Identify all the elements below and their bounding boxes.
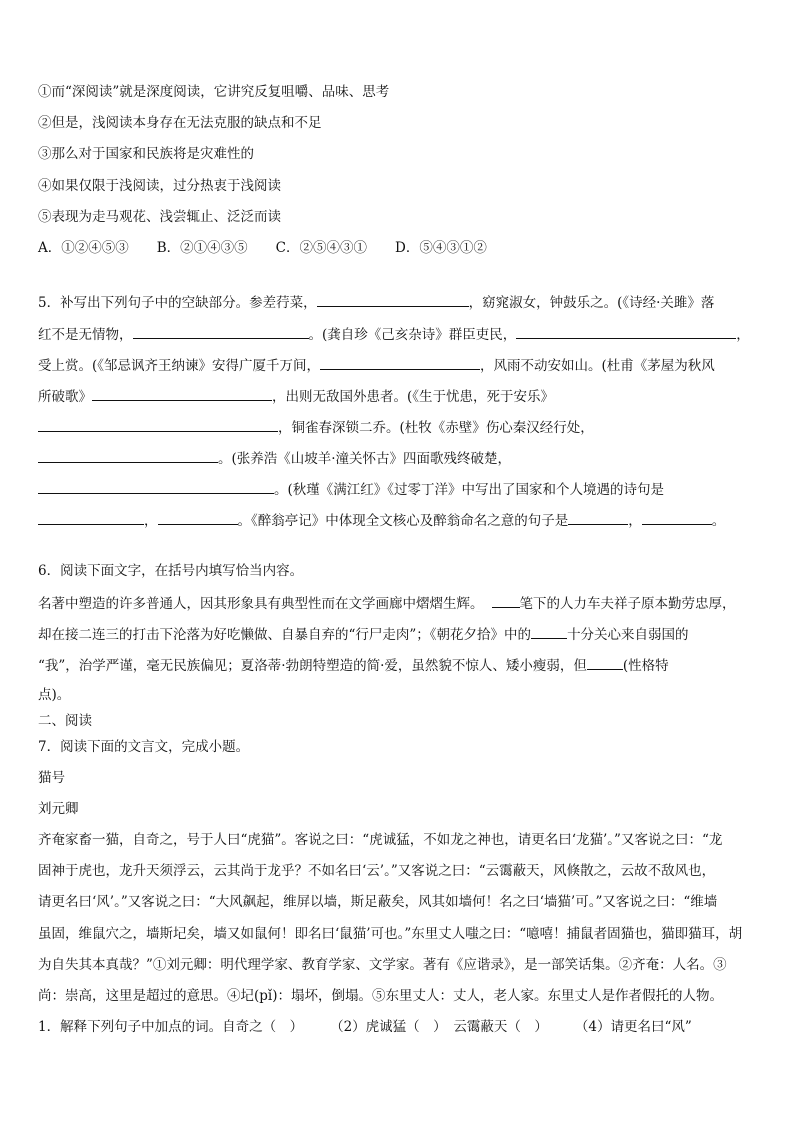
q5-line-4 xyxy=(38,386,554,406)
essay-line: 请更名曰‘风’。”又客说之曰：“大风飙起，维屏以墙，斯足蔽矣，风其如墙何！名之曰‘墙猫’可。”又客说之曰：“维墙 xyxy=(38,894,718,910)
q6-text: 名著中塑造的许多普通人，因其形象具有典型性而在文学画廊中熠熠生辉。 xyxy=(38,596,484,612)
q5-text: 。《醉翁亭记》中体现全文核心及醉翁命名之意的句子是 xyxy=(237,513,569,529)
option-b[interactable]: B．②①④③⑤ xyxy=(156,240,248,256)
q5-text: ，窈窕淑女，钟鼓乐之。(《诗经·关雎》落 xyxy=(468,295,715,311)
q5-text: ， xyxy=(144,513,158,529)
essay-line: 齐奄家畜一猫，自奇之，号于人曰“虎猫”。客说之曰：“虎诚猛，不如龙之神也，请更名曰‘龙猫’。”又客说之曰：“龙 xyxy=(38,832,723,848)
sentence-1: ①而“深阅读”就是深度阅读，它讲究反复咀嚼、品味、思考 xyxy=(38,84,390,100)
option-d[interactable]: D．⑤④③①② xyxy=(395,240,487,256)
q5-text: 。(龚自珍《己亥杂诗》群臣吏民， xyxy=(308,327,517,343)
q5-text: 5．补写出下列句子中的空缺部分。参差荇菜， xyxy=(38,295,317,311)
q6-text: (性格特 xyxy=(622,658,669,674)
fill-blank[interactable] xyxy=(92,386,272,401)
essay-author: 刘元卿 xyxy=(38,801,79,817)
q5-text: 受上赏。(《邹忌讽齐王纳谏》安得广厦千万间， xyxy=(38,358,321,374)
fill-blank[interactable] xyxy=(317,292,469,307)
q6-text: 笔下的人力车夫祥子原本勤劳忠厚， xyxy=(519,596,736,612)
q5-text: ，风雨不动安如山。(杜甫《茅屋为秋风 xyxy=(480,358,715,374)
fill-blank[interactable] xyxy=(38,479,274,494)
fill-blank[interactable] xyxy=(642,510,712,525)
q5-text: 所破歌》 xyxy=(38,389,92,405)
sentence-3: ③那么对于国家和民族将是灾难性的 xyxy=(38,146,254,162)
q5-text: ，出则无敌国外患者。(《生于忧患，死于安乐》 xyxy=(272,389,555,405)
q6-line-2 xyxy=(38,624,689,644)
fill-blank[interactable] xyxy=(531,624,567,639)
q6-title: 6．阅读下面文字，在括号内填写恰当内容。 xyxy=(38,563,304,579)
fill-blank[interactable] xyxy=(133,324,309,339)
q5-line-8 xyxy=(38,510,725,530)
option-a[interactable]: A．①②④⑤③ xyxy=(38,240,129,256)
q6-line-4: 点)。 xyxy=(38,687,71,703)
q5-text: ，铜雀春深锁二乔。(杜牧《赤壁》伤心秦汉经行处， xyxy=(278,420,594,436)
essay-title: 猫号 xyxy=(38,770,65,786)
fill-blank[interactable] xyxy=(320,355,480,370)
q6-line-3 xyxy=(38,655,669,675)
option-c[interactable]: C．②⑤④③① xyxy=(275,240,368,256)
fill-blank[interactable] xyxy=(516,324,736,339)
essay-line: 尚：崇高，这里是超过的意思。④圮(pǐ)：塌坏，倒塌。⑤东里丈人：丈人，老人家。东里丈人是作者假托的人物。 xyxy=(38,988,723,1004)
q5-text: 。(张养浩《山坡羊·潼关怀古》四面歌残终破楚， xyxy=(218,451,512,467)
q6-text: 十分关心来自弱国的 xyxy=(567,627,689,643)
essay-line: 为自失其本真哉？”①刘元卿：明代理学家、教育学家、文学家。著有《应谐录》，是一部笑话集。②齐奄：人名。③ xyxy=(38,957,727,973)
fill-blank[interactable] xyxy=(158,510,238,525)
fill-blank[interactable] xyxy=(492,593,520,608)
q5-text: 。(秋瑾《满江红》《过零丁洋》中写出了国家和个人境遇的诗句是 xyxy=(274,482,665,498)
q5-line-6 xyxy=(38,448,511,468)
answer-options xyxy=(38,239,487,257)
q5-line-7 xyxy=(38,479,664,499)
sentence-2: ②但是，浅阅读本身存在无法克服的缺点和不足 xyxy=(38,115,322,131)
essay-line: 固神于虎也，龙升天须浮云，云其尚于龙乎？不如名曰‘云’。”又客说之曰：“云霭蔽天，风倏散之，云故不敌风也， xyxy=(38,863,716,879)
q5-text: 。 xyxy=(711,513,726,529)
fill-blank[interactable] xyxy=(38,448,218,463)
q5-text: 红不是无情物， xyxy=(38,327,133,343)
q7-subquestion-1: 1．解释下列句子中加点的词。自奇之（ ） （2）虎诚猛（ ） 云霭蔽天（ ） （4）请更名曰“风” xyxy=(38,1019,692,1035)
q5-text: ， xyxy=(736,327,750,343)
q5-line-3 xyxy=(38,355,715,375)
fill-blank[interactable] xyxy=(587,655,623,670)
q5-text: ， xyxy=(628,513,642,529)
fill-blank[interactable] xyxy=(38,417,278,432)
essay-line: 虽固，维鼠穴之，墙斯圮矣，墙又如鼠何！即名曰‘鼠猫’可也。”东里丈人嗤之曰：“噫嘻！捕鼠者固猫也，猫即猫耳，胡 xyxy=(38,926,743,942)
q6-line-1 xyxy=(38,593,736,613)
q5-line-1 xyxy=(38,292,714,312)
sentence-4: ④如果仅限于浅阅读，过分热衷于浅阅读 xyxy=(38,178,281,194)
q5-line-2 xyxy=(38,324,750,344)
fill-blank[interactable] xyxy=(38,510,144,525)
q5-line-5 xyxy=(38,417,594,437)
section-heading: 二、阅读 xyxy=(38,713,92,729)
q6-text: “我”，治学严谨，毫无民族偏见；夏洛蒂·勃朗特塑造的简·爱，虽然貌不惊人、矮小瘦弱，但 xyxy=(38,658,587,674)
sentence-5: ⑤表现为走马观花、浅尝辄止、泛泛而读 xyxy=(38,209,281,225)
q6-text: 却在接二连三的打击下沦落为好吃懒做、自暴自弃的“行尸走肉”；《朝花夕拾》中的 xyxy=(38,627,532,643)
q7-title: 7．阅读下面的文言文，完成小题。 xyxy=(38,739,250,755)
fill-blank[interactable] xyxy=(568,510,628,525)
